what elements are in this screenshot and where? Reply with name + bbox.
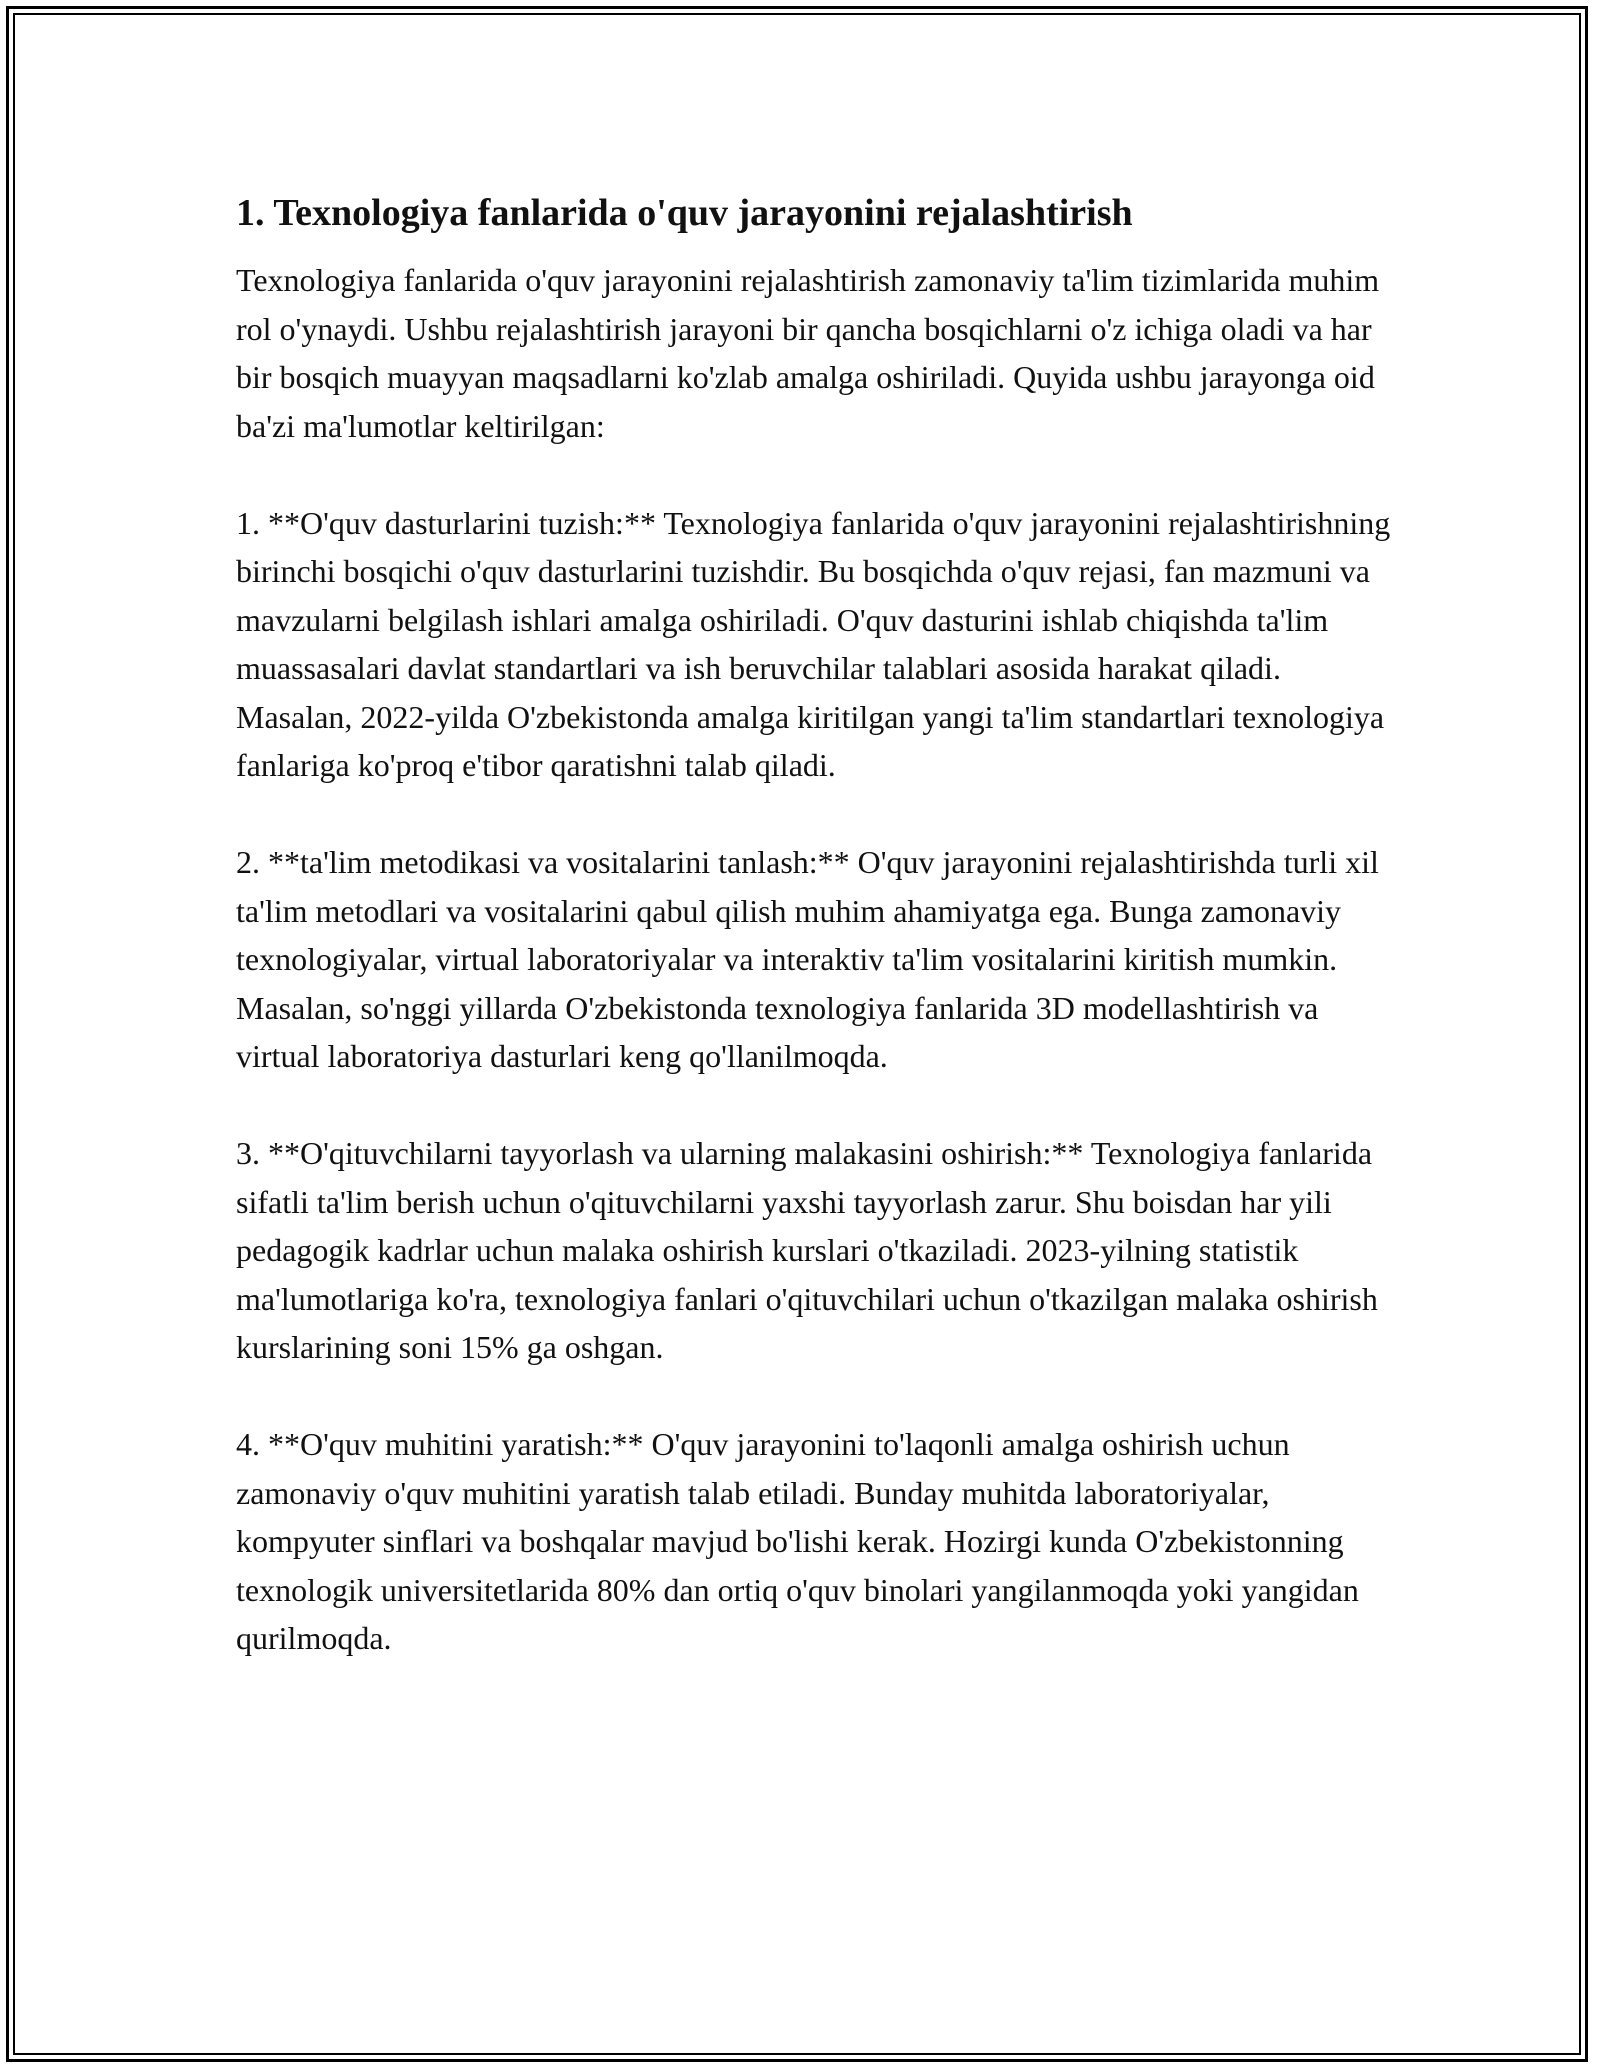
document-title: 1. Texnologiya fanlarida o'quv jarayonini rejalashtirish <box>236 192 1133 234</box>
paragraph-methods: 2. **ta'lim metodikasi va vositalarini tanlash:** O'quv jarayonini rejalashtirishda turli xil ta'lim metodlari va vositalarini qabul qilish muhim ahamiyatga ega. Bunga zamonaviy texnologiyalar, virtual laboratoriyalar va interaktiv ta'lim vositalarini kiritish mumkin. Masalan, so'nggi yillarda O'zbekistonda texnologiya fanlarida 3D modellashtirish va virtual laboratoriya dasturlari keng qo'llanilmoqda. <box>236 844 1379 1074</box>
document-body <box>236 188 1396 1711</box>
intro-paragraph: Texnologiya fanlarida o'quv jarayonini rejalashtirish zamonaviy ta'lim tizimlarida muhim rol o'ynaydi. Ushbu rejalashtirish jarayoni bir qancha bosqichlarni o'z ichiga oladi va har bir bosqich muayyan maqsadlarni ko'zlab amalga oshiriladi. Quyida ushbu jarayonga oid ba'zi ma'lumotlar keltirilgan: <box>236 262 1380 444</box>
paragraph-teachers: 3. **O'qituvchilarni tayyorlash va ularning malakasini oshirish:** Texnologiya fanlarida sifatli ta'lim berish uchun o'qituvchilarni yaxshi tayyorlash zarur. Shu boisdan har yili pedagogik kadrlar uchun malaka oshirish kurslari o'tkaziladi. 2023-yilning statistik ma'lumotlariga ko'ra, texnologiya fanlari o'qituvchilari uchun o'tkazilgan malaka oshirish kurslarining soni 15% ga oshgan. <box>236 1135 1378 1365</box>
paragraph-curriculum: 1. **O'quv dasturlarini tuzish:** Texnologiya fanlarida o'quv jarayonini rejalashtirishning birinchi bosqichi o'quv dasturlarini tuzishdir. Bu bosqichda o'quv rejasi, fan mazmuni va mavzularni belgilash ishlari amalga oshiriladi. O'quv dasturini ishlab chiqishda ta'lim muassasalari davlat standartlari va ish beruvchilar talablari asosida harakat qiladi. Masalan, 2022-yilda O'zbekistonda amalga kiritilgan yangi ta'lim standartlari texnologiya fanlariga ko'proq e'tibor qaratishni talab qiladi. <box>236 504 1391 783</box>
paragraph-environment: 4. **O'quv muhitini yaratish:** O'quv jarayonini to'laqonli amalga oshirish uchun zamonaviy o'quv muhitini yaratish talab etiladi. Bunday muhitda laboratoriyalar, kompyuter sinflari va boshqalar mavjud bo'lishi kerak. Hozirgi kunda O'zbekistonning texnologik universitetlarida 80% dan ortiq o'quv binolari yangilanmoqda yoki yangidan qurilmoqda. <box>236 1426 1359 1656</box>
